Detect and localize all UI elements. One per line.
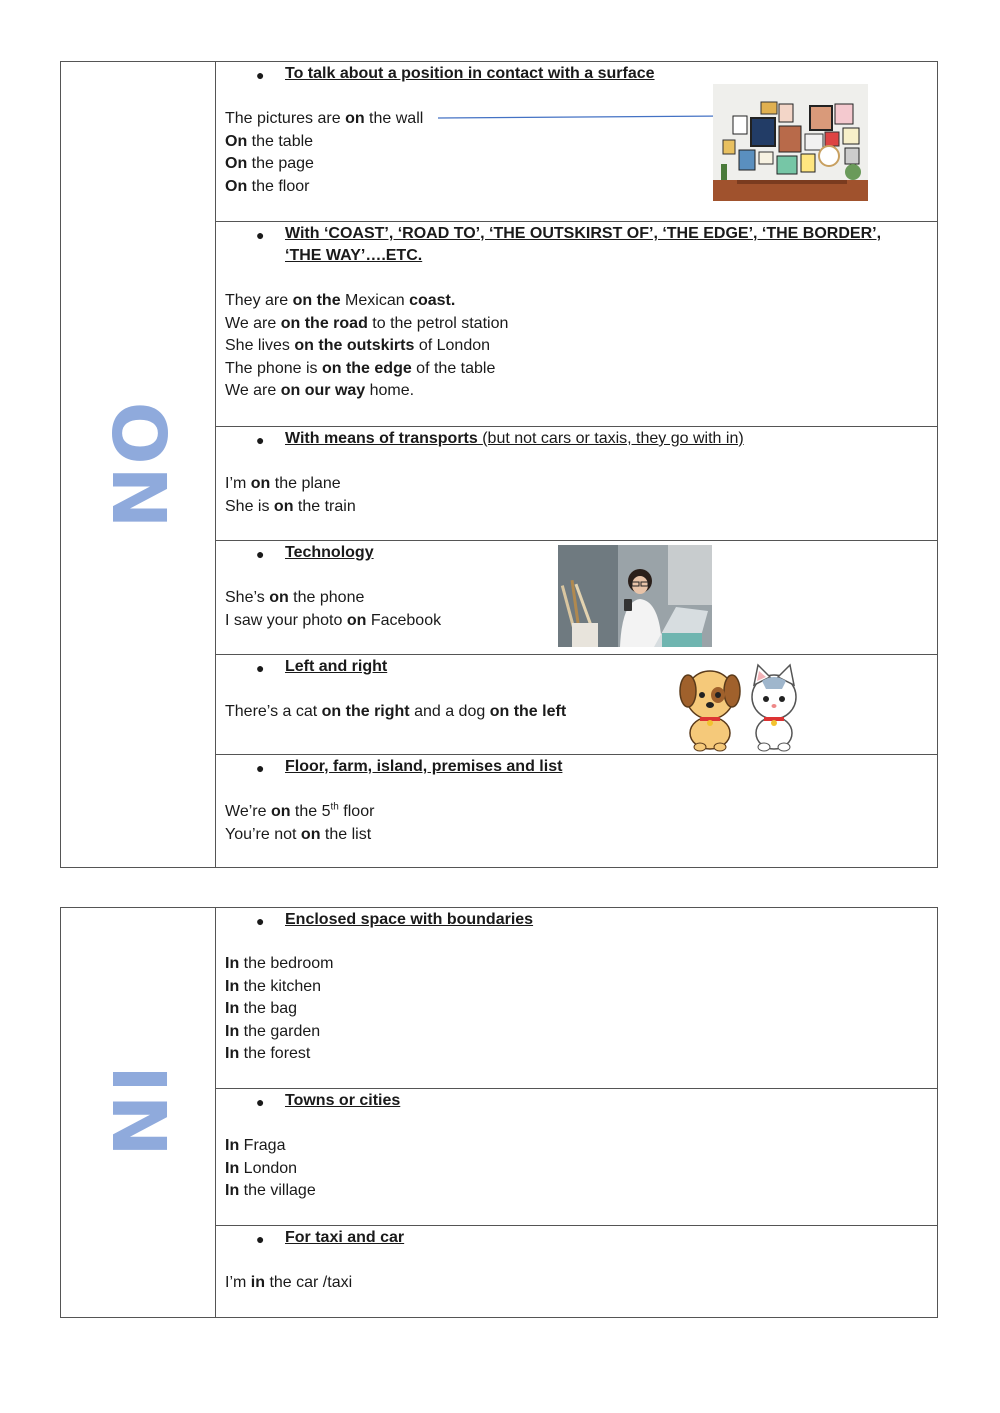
example-lines xyxy=(225,473,356,518)
bullet: ● xyxy=(256,760,265,776)
example-lines xyxy=(225,587,441,632)
woman-phone-photo xyxy=(558,545,712,647)
gallery-wall-photo xyxy=(713,84,868,201)
example-lines xyxy=(225,1135,316,1203)
example-lines xyxy=(225,290,508,403)
on-table xyxy=(60,61,938,868)
example-lines xyxy=(225,801,374,846)
example-line: We’re on the 5th floor xyxy=(225,801,375,820)
row-heading: Floor, farm, island, premises and list xyxy=(285,758,563,775)
example-line: The pictures are on the wall xyxy=(225,110,424,127)
dog-and-cat-illustration xyxy=(678,657,808,753)
in-label-cell xyxy=(61,908,216,1317)
example-line: We are on the road to the petrol station xyxy=(225,314,509,332)
bullet: ● xyxy=(256,1231,265,1247)
bullet: ● xyxy=(256,67,265,83)
row-heading: With ‘COAST’, ‘ROAD TO’, ‘THE OUTSKIRST OF’, ‘THE EDGE’, ‘THE BORDER’, ‘THE WAY’….ETC. xyxy=(285,225,882,264)
example-line: I saw your photo on Facebook xyxy=(225,611,442,629)
heading-note: (but not cars or taxis, they go with in) xyxy=(482,430,744,447)
row-heading: For taxi and car xyxy=(285,1229,405,1246)
example-line: In London xyxy=(225,1159,298,1177)
in-label: IN xyxy=(95,1065,181,1159)
bullet: ● xyxy=(256,432,265,448)
in-table xyxy=(60,907,938,1318)
row-heading: Towns or cities xyxy=(285,1092,401,1109)
on-label-cell xyxy=(61,62,216,867)
bullet: ● xyxy=(256,1094,265,1110)
example-line: I’m on the plane xyxy=(225,475,341,492)
example-line: I’m in the car /taxi xyxy=(225,1274,353,1291)
arrow-icon xyxy=(436,112,736,124)
row-heading: Left and right xyxy=(285,658,388,675)
example-line: You’re not on the list xyxy=(225,825,372,843)
on-row-coast xyxy=(216,222,937,427)
on-row-transport xyxy=(216,427,937,541)
in-row-taxi-car xyxy=(216,1226,937,1319)
example-line: She is on the train xyxy=(225,497,356,515)
on-row-technology xyxy=(216,541,937,655)
example-line: There’s a cat on the right and a dog on the left xyxy=(225,703,567,720)
bullet: ● xyxy=(256,913,265,929)
example-lines xyxy=(225,1272,352,1295)
example-line: In the bag xyxy=(225,1000,298,1017)
on-row-floor-list xyxy=(216,755,937,869)
on-row-surface xyxy=(216,62,937,222)
example-line: We are on our way home. xyxy=(225,382,415,399)
in-row-enclosed xyxy=(216,908,937,1089)
example-line: In the bedroom xyxy=(225,955,334,972)
on-row-left-right xyxy=(216,655,937,755)
example-line: They are on the Mexican coast. xyxy=(225,292,456,309)
row-heading: To talk about a position in contact with a surface xyxy=(285,65,655,82)
example-line: On the table xyxy=(225,132,314,150)
row-heading: With means of transports (but not cars or taxis, they go with in) xyxy=(285,430,744,447)
example-lines xyxy=(225,701,566,724)
example-line: In the village xyxy=(225,1182,316,1199)
example-lines xyxy=(225,108,423,198)
example-line: She’s on the phone xyxy=(225,589,365,606)
example-line: In the kitchen xyxy=(225,977,322,995)
row-heading: Technology xyxy=(285,544,374,561)
example-line: In the garden xyxy=(225,1022,321,1040)
example-line: In Fraga xyxy=(225,1137,286,1154)
bullet: ● xyxy=(256,227,265,243)
bullet: ● xyxy=(256,660,265,676)
example-line: The phone is on the edge of the table xyxy=(225,359,496,377)
bullet: ● xyxy=(256,546,265,562)
on-label: ON xyxy=(95,401,181,531)
example-line: On the page xyxy=(225,155,314,172)
row-heading: Enclosed space with boundaries xyxy=(285,911,534,928)
in-row-towns xyxy=(216,1089,937,1226)
example-line: She lives on the outskirts of London xyxy=(225,337,491,354)
example-lines xyxy=(225,953,334,1066)
example-line: On the floor xyxy=(225,177,310,195)
example-line: In the forest xyxy=(225,1045,311,1062)
